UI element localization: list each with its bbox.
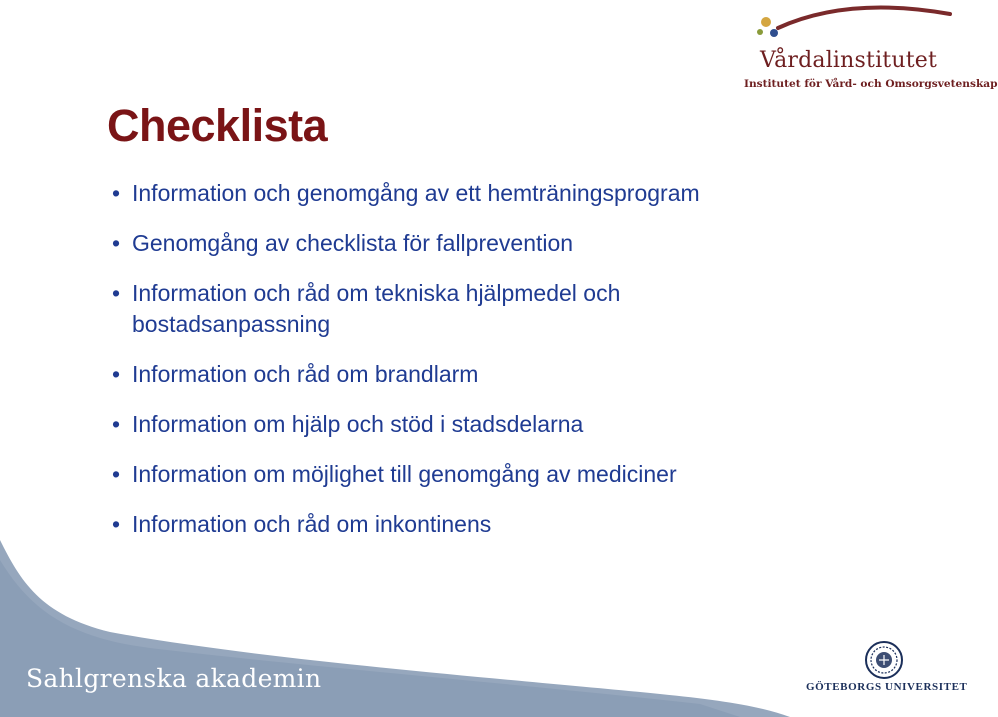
bullet-list xyxy=(112,178,832,559)
university-name: GÖTEBORGS UNIVERSITET xyxy=(806,681,968,693)
bullet-item: • Information om hjälp och stöd i stadsdelarna xyxy=(112,409,832,440)
bullet-item: • Information och råd om brandlarm xyxy=(112,359,832,390)
bullet-item: • Information och råd om tekniska hjälpmedel och bostadsanpassning xyxy=(112,278,732,340)
slide-title: Checklista xyxy=(107,100,328,151)
university-seal-icon xyxy=(864,640,904,680)
bullet-item: • Information och råd om inkontinens xyxy=(112,509,832,540)
logo-swoosh-icon xyxy=(738,0,960,50)
logo-name: Vårdalinstitutet xyxy=(760,48,938,73)
sahlgrenska-label: Sahlgrenska akademin xyxy=(26,664,322,693)
logo-subtitle: Institutet för Vård- och Omsorgsvetenskap xyxy=(744,78,998,90)
bullet-item: • Genomgång av checklista för fallprevention xyxy=(112,228,832,259)
bullet-item: • Information om möjlighet till genomgång av mediciner xyxy=(112,459,832,490)
bullet-item: • Information och genomgång av ett hemträningsprogram xyxy=(112,178,832,209)
vardalinstitutet-logo xyxy=(738,0,998,100)
